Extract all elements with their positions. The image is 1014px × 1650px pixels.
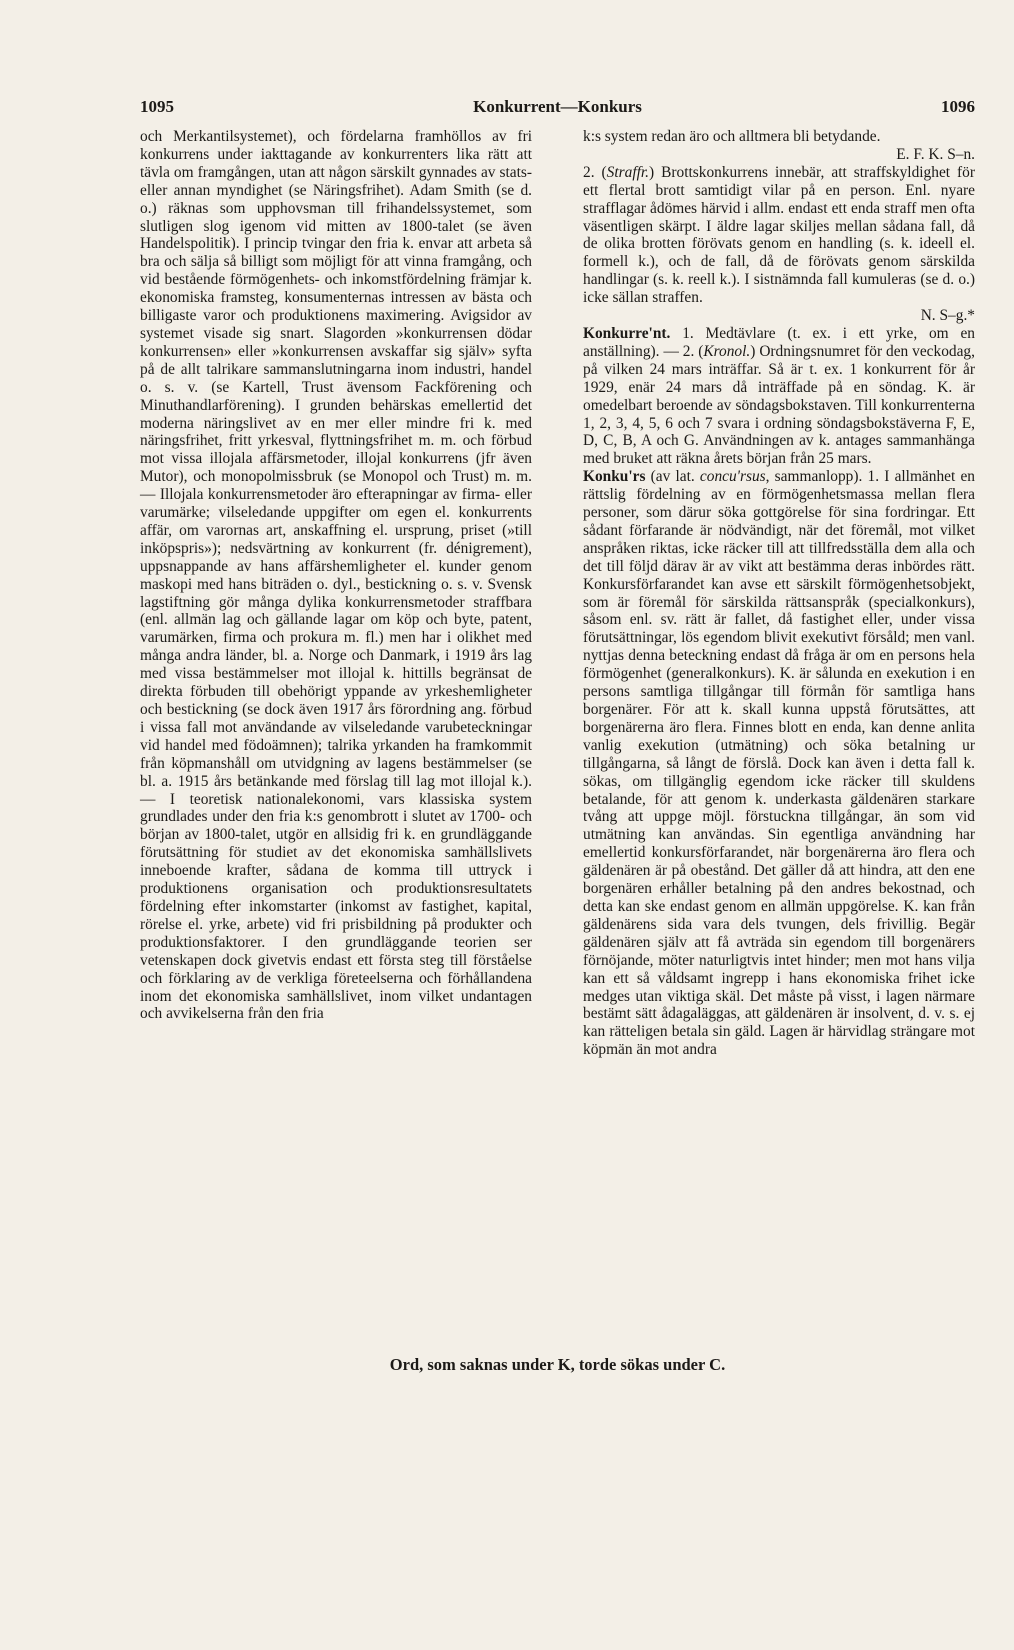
entry-number: 2. ( [583, 163, 607, 181]
entry-konkurs [583, 468, 975, 1059]
etymology: (av lat. [645, 468, 700, 486]
entry-text: ) Brottskonkurrens innebär, att straffskyldighet för ett flertal brott samtidigt vilar på en person. Enl. nyare strafflagar ådömes härvid i allm. endast ett enda straff men ofta väsentligen skärpt. I äldre lagar skiljes mellan sådana fall, då de olika brotten förövats genom en handling (s. k. ideell el. formell k.), och de fall, då de förövats genom särskilda handlingar (s. k. reell k.). I sistnämnda fall kumuleras (se d. o.) icke sällan straffen. [583, 163, 975, 307]
article-text: och Merkantilsystemet), och fördelarna framhöllos av fri konkurrens under iakttagande av konkurrenters lika rätt att tävla om framgången, utan att någon särskilt gynnades av stats- eller annan myndighet (se Näringsfrihet). Adam Smith (se d. o.) räknas som upphovsman till frihandelssystemet, som slutligen slog igenom vid mitten av 1800-talet (se även Handelspolitik). I princip tvingar den fria k. envar att arbeta så bra och sälja så billigt som möjligt för att vinna framgång, och vid bestående förmögenhets- och inkomstfördelning främjar k. ekonomiska framsteg, konsumenternas intressen av bästa och billigaste varor och produktionens maximering. Avigsidor av systemet visade sig snart. Slagorden »konkurrensen dödar konkurrensen» eller »konkurrensen avskaffar sig själv» syfta på de allt talrikare sammanslutningarna inom industri, handel o. s. v. (se Kartell, Trust ävensom Fackförening och Minuthandlarförening). I grunden behärskas emellertid det moderna näringslivet av en mer eller mindre fri k. med näringsfrihet, fritt yrkesval, flyttningsfrihet m. m. och förbud mot vissa illojala affärsmetoder, illojal konkurrens (jfr även Mutor), och monopolmissbruk (se Monopol och Trust) m. m. — Illojala konkurrensmetoder äro efterapningar av firma- eller varumärke; vilseledande uppgifter om egen el. konkurrents affär, om varornas art, anskaffning el. ursprung, priset (»till inköpspris»); nedsvärtning av konkurrent (fr. dénigrement), uppsnappande av hans affärshemligheter el. kunder genom maskopi med hans biträden o. dyl., bestickning o. s. v. Svensk lagstiftning gör många dylika konkurrensmetoder straffbara (enl. allmän lag och gällande lagar om köp och byte, patent, varumärken, firma och prokura m. fl.) men har i olikhet med många andra länder, bl. a. Norge och Danmark, i 1919 års lag med vissa bestämmelser mot illojal k. hittills begränsat de direkta förbuden till obehörigt yppande av yrkeshemligheter och bestickning (se dock även 1917 års förordning ang. förbud i vissa fall mot användande av vilseledande varubeteckningar vid handel med födoämnen); talrika yrkanden ha framkommit från köpmanshåll om utvidgning av lagens bestämmelser (se bl. a. 1915 års betänkande med förslag till lag mot illojal k.). — I teoretisk nationalekonomi, vars klassiska system grundlades under den fria k:s genombrott i slutet av 1700- och början av 1800-talet, utgör en allsidig fri k. en grundläggande förutsättning för studiet av det ekonomiska samhällslivets inneboende krafter, sådana de komma till uttryck i produktionens organisation och produktionsresultatets fördelning efter inkomstarter (inkomst av fastighet, kapital, rörelse el. yrke, arbete) vid fri prisbildning på produkter och produktionsfaktorer. I den grundläggande teorien ser vetenskapen dock givetvis endast ett första steg till förståelse och förklaring av de verkliga företeelserna och förhållandena inom det ekonomiska samhällslivet, inom vilket undantagen och avvikelserna från den fria [140, 128, 532, 1023]
entry-straffr [583, 164, 975, 325]
subject-abbr: Straffr. [606, 163, 650, 181]
entry-konkurrent [583, 325, 975, 468]
latin-term: concu'rsus [699, 468, 766, 486]
author-signature: E. F. K. S–n. [896, 145, 975, 163]
right-column [583, 128, 975, 1650]
author-signature: N. S–g.* [920, 307, 975, 325]
etymology: , sammanlopp). [765, 468, 863, 486]
page-footer-note: Ord, som saknas under K, torde sökas under C. [389, 1355, 726, 1374]
continuation-text: k:s system redan äro och alltmera bli betydande. [583, 128, 881, 145]
entry-text: 1. I allmänhet en rättslig fördelning av en förmögenhetsmassa mellan flera personer, som därur söka gottgörelse för sina fordringar. Ett sådant förfarande är nödvändigt, när det föremål, mot vilket anspråken riktas, icke räcker till att tillfredsställa dem alla och det till följd därav är av vikt att bestämma deras inbördes rätt. Konkursförfarandet kan avse ett särskilt förmögenhetsobjekt, som är föremål för särskilda rättsanspråk (specialkonkurs), såsom enl. sv. rätt är fallet, då fastighet eller, under vissa förutsättningar, lös egendom blivit exekutivt försåld; men vanl. nyttjas denna beteckning endast då fråga är om en persons hela förmögenhet (generalkonkurs). K. är sålunda en exekution i en persons samtliga tillgångar till förmån för samtliga hans borgenärer. För att k. skall kunna uppstå förutsättes, att borgenärerna äro flera. Finnes blott en enda, kan denne anlita vanlig exekution (utmätning) och söka betalning ur tillgångarna, så långt de förslå. Dock kan även i detta fall k. sökas, om tillgänglig egendom icke räcker till skuldens betalande, för att genom k. underkasta gäldenären starkare tvång att uppge möjl. förstuckna tillgångar, än som vid utmätning kan användas. Sin egentliga användning har emellertid konkursförfarandet, när borgenärerna äro flera och gäldenären är på obestånd. Det gäller då att hindra, att den ene borgenären erhåller betalning på den andres bekostnad, och detta kan ske endast genom en allmän uppgörelse. K. kan från gäldenärens sida vara dels tvungen, dels frivillig. Begär gäldenären själv att få avträda sin egendom till borgenärers förnöjande, möter naturligtvis intet hinder; men mot hans vilja kan ett så våldsamt ingrepp i hans ekonomiska frihet icke medges utan viktiga skäl. Det måste på visst, i lagen närmare bestämt sätt ådagaläggas, att gäldenären är insolvent, d. v. s. ej kan rätteligen betala sin gäld. Lagen är härvidlag strängare mot köpmän än mot andra [583, 468, 975, 1059]
running-title: Konkurrent—Konkurs [473, 97, 642, 116]
entry-text: 1. Medtävlare (t. ex. i ett yrke, om en anställning). — 2. ( [583, 324, 975, 360]
left-column [140, 128, 532, 1650]
headword: Konku'rs [583, 468, 646, 486]
article-continuation [583, 128, 975, 164]
headword: Konkurre'nt. [583, 324, 671, 342]
page-number-left: 1095 [140, 97, 174, 116]
entry-text: ) Ordningsnumret för den veckodag, på vilken 24 mars inträffar. Så är t. ex. 1 konkurrent för år 1929, enär 24 mars då inträffade på en söndag. K. är omedelbart beroende av söndagsbokstaven. Till konkurrenterna 1, 2, 3, 4, 5, 6 och 7 svara i ordning söndagsbokstäverna F, E, D, C, B, A och G. Användningen av k. antages sammanhänga med bruket att räkna årets början från 25 mars. [583, 342, 975, 468]
page-number-right: 1096 [941, 97, 975, 116]
running-header [140, 97, 975, 123]
subject-abbr: Kronol. [703, 342, 751, 360]
